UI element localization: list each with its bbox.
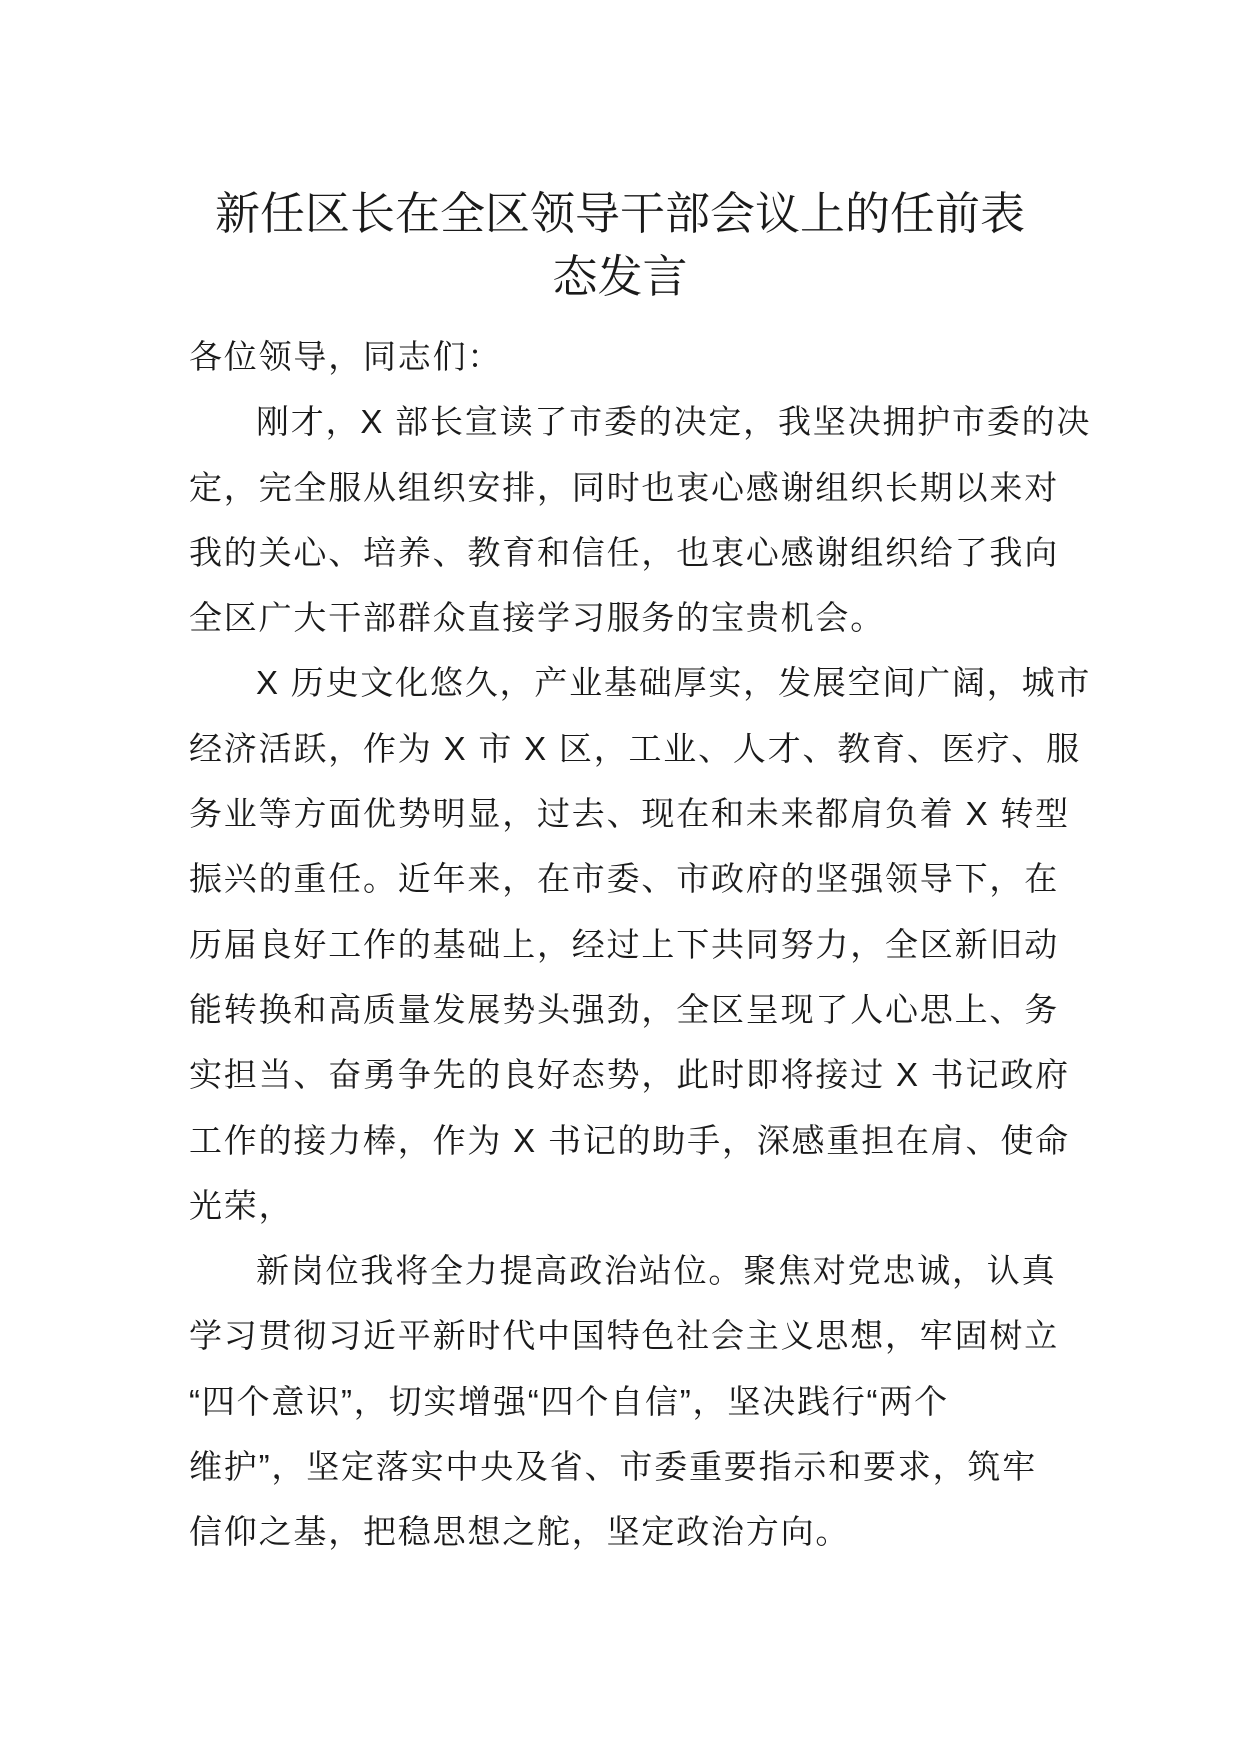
text-line: 光荣， bbox=[189, 1186, 294, 1224]
text-line: 经济活跃，作为 X 市 X 区，工业、人才、教育、医疗、服 bbox=[189, 729, 1081, 767]
text-line: 工作的接力棒，作为 X 书记的助手，深感重担在肩、使命 bbox=[189, 1121, 1070, 1159]
text-line: 历届良好工作的基础上，经过上下共同努力，全区新旧动 bbox=[189, 925, 1059, 963]
text-line: X 历史文化悠久，产业基础厚实，发展空间广阔，城市 bbox=[256, 664, 1092, 702]
text-line: “四个意识”，切实增强“四个自信”，坚决践行“两个 bbox=[189, 1382, 949, 1420]
document-body bbox=[189, 324, 1092, 1565]
title-line: 态发言 bbox=[552, 251, 688, 302]
text-line: 信仰之基，把稳思想之舵，坚定政治方向。 bbox=[189, 1513, 851, 1551]
text-line: 定，完全服从组织安排，同时也衷心感谢组织长期以来对 bbox=[189, 468, 1059, 506]
text-line: 务业等方面优势明显，过去、现在和未来都肩负着 X 转型 bbox=[189, 795, 1070, 833]
title-line: 新任区长在全区领导干部会议上的任前表 bbox=[214, 188, 1025, 239]
text-line: 全区广大干部群众直接学习服务的宝贵机会。 bbox=[189, 599, 885, 637]
text-line: 我的关心、培养、教育和信任，也衷心感谢组织给了我向 bbox=[189, 533, 1059, 571]
salutation: 各位领导，同志们： bbox=[189, 338, 503, 375]
text-line: 新岗位我将全力提高政治站位。聚焦对党忠诚，认真 bbox=[256, 1252, 1057, 1290]
paragraph bbox=[189, 650, 1092, 1238]
paragraph bbox=[189, 1238, 1069, 1564]
text-line: 刚才，X 部长宣读了市委的决定，我坚决拥护市委的决 bbox=[256, 403, 1092, 441]
paragraph bbox=[189, 389, 1092, 650]
text-line: 振兴的重任。近年来，在市委、市政府的坚强领导下，在 bbox=[189, 860, 1059, 898]
text-line: 学习贯彻习近平新时代中国特色社会主义思想，牢固树立 bbox=[189, 1317, 1059, 1355]
text-line: 能转换和高质量发展势头强劲，全区呈现了人心思上、务 bbox=[189, 990, 1059, 1028]
text-line: 维护”，坚定落实中央及省、市委重要指示和要求，筑牢 bbox=[189, 1448, 1037, 1486]
document-title bbox=[0, 182, 1240, 308]
text-line: 实担当、奋勇争先的良好态势，此时即将接过 X 书记政府 bbox=[189, 1056, 1070, 1094]
